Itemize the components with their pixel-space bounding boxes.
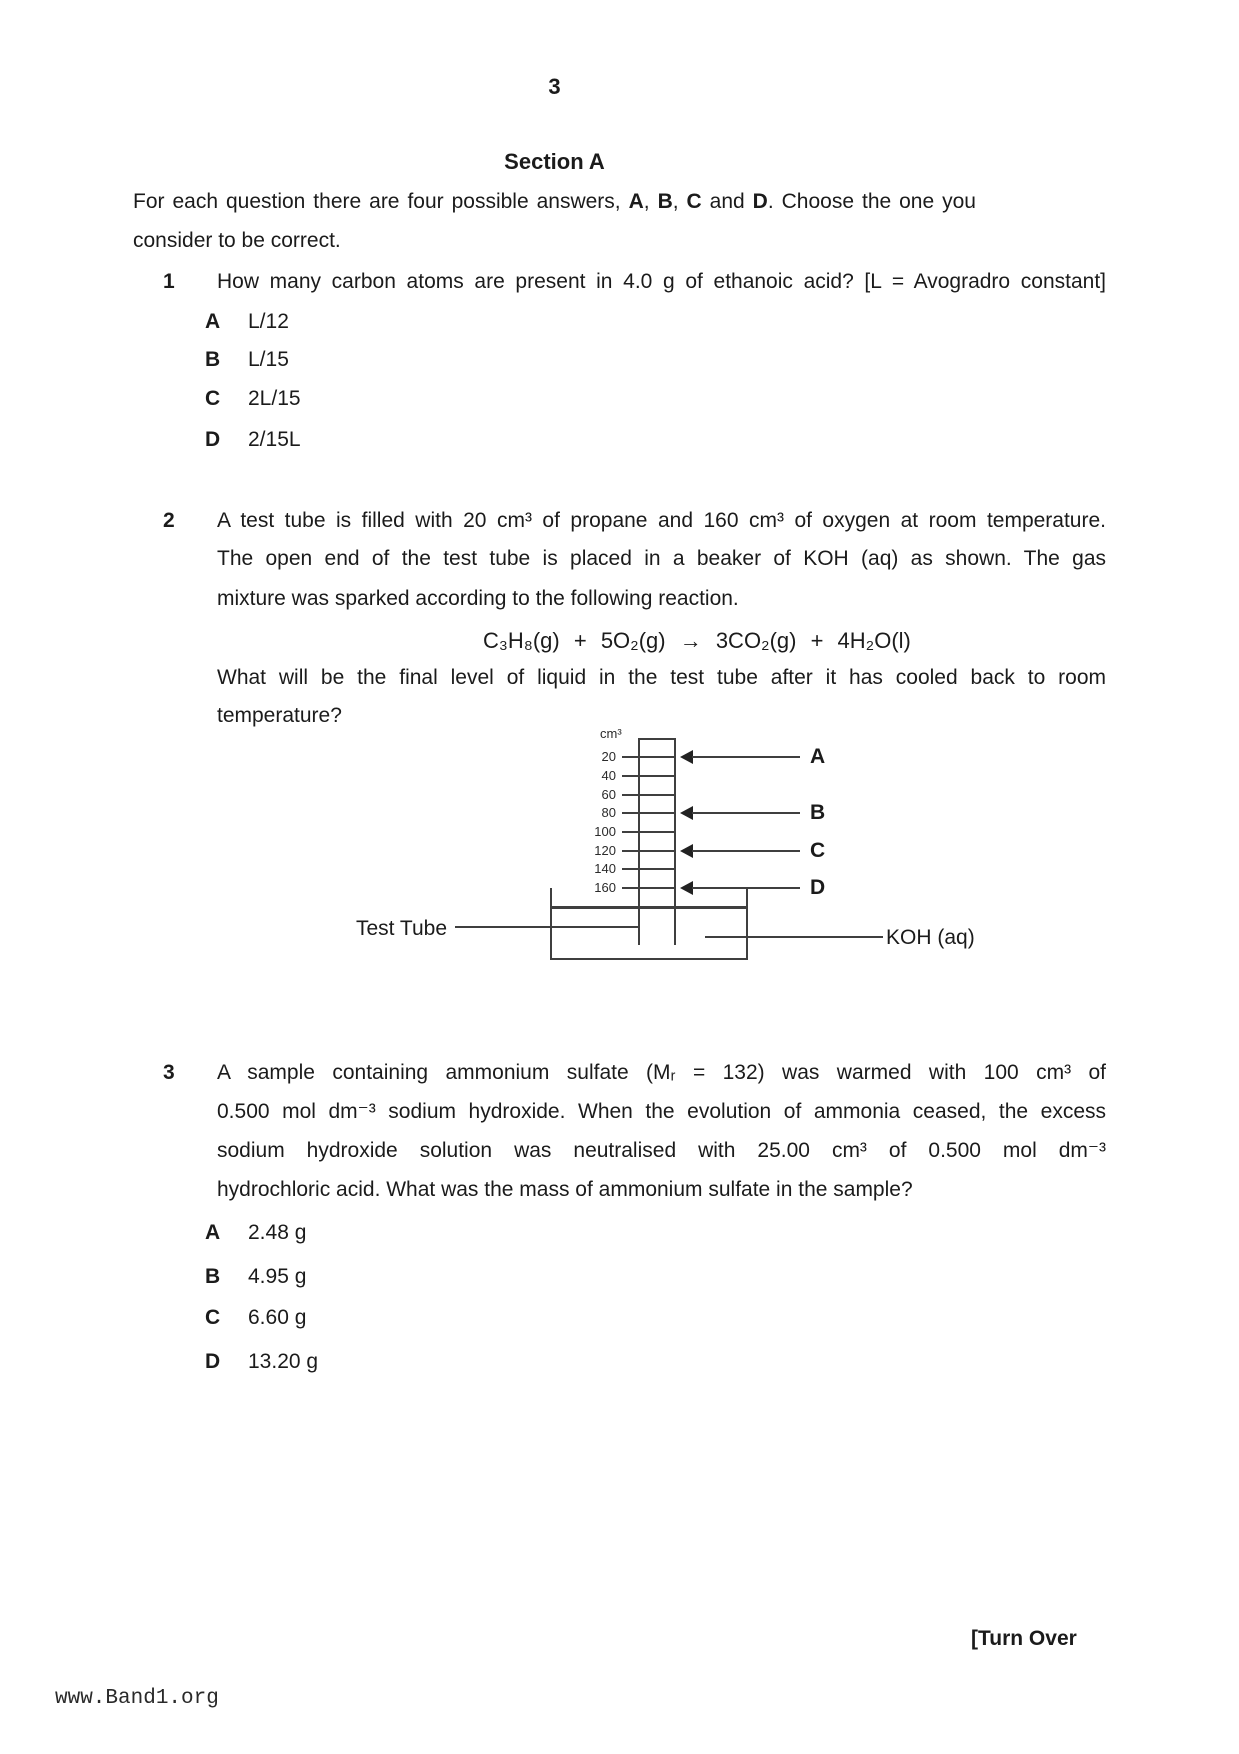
graduation-line-20 <box>622 756 676 758</box>
tick-label-80: 80 <box>601 805 616 820</box>
arrow-label-d: D <box>810 876 826 899</box>
tick-label-20: 20 <box>601 749 616 764</box>
question-2-line4: What will be the final level of liquid in the test tube after it has cooled back to room <box>217 666 1106 689</box>
arrow-label-c: C <box>810 839 826 862</box>
arrow-label-b: B <box>810 801 826 824</box>
graduation-line-140 <box>622 868 676 870</box>
instructions-line1: For each question there are four possible answers, A, B, C and D. Choose the one you <box>133 190 976 213</box>
koh-label: KOH (aq) <box>886 926 975 949</box>
test-tube-leader-line <box>455 926 639 928</box>
question-3-line4: hydrochloric acid. What was the mass of ammonium sulfate in the sample? <box>217 1178 913 1201</box>
koh-leader-line <box>705 936 883 938</box>
question-3-option-c: C 6.60 g <box>205 1306 307 1329</box>
diagram-unit-label: cm³ <box>600 726 622 741</box>
tick-label-160: 160 <box>594 880 616 895</box>
arrow-a-shaft <box>692 756 800 758</box>
chemical-equation: C₃H₈(g) + 5O₂(g) → 3CO₂(g) + 4H₂O(l) <box>483 628 911 653</box>
graduation-line-80 <box>622 812 676 814</box>
question-1-option-c: C 2L/15 <box>205 387 301 410</box>
tick-label-140: 140 <box>594 861 616 876</box>
question-3-option-b: B 4.95 g <box>205 1265 307 1288</box>
graduation-line-100 <box>622 831 676 833</box>
liquid-level-line <box>552 906 746 909</box>
arrow-b-shaft <box>692 812 800 814</box>
option-letter-a-bold: A <box>628 190 644 213</box>
question-1-option-b: B L/15 <box>205 348 289 371</box>
question-1-number: 1 <box>163 270 175 293</box>
page-number: 3 <box>548 74 561 99</box>
section-title: Section A <box>504 149 605 174</box>
option-letter-b-bold: B <box>657 190 673 213</box>
question-2-line1: A test tube is filled with 20 cm³ of propane and 160 cm³ of oxygen at room temperature. <box>217 509 1106 532</box>
tick-label-40: 40 <box>601 768 616 783</box>
option-letter-d-bold: D <box>752 190 768 213</box>
question-3-line1: A sample containing ammonium sulfate (Mᵣ = 132) was warmed with 100 cm³ of <box>217 1061 1106 1084</box>
question-2-number: 2 <box>163 509 175 532</box>
question-1-text: How many carbon atoms are present in 4.0 g of ethanoic acid? [L = Avogradro constant] <box>217 270 1106 293</box>
instructions-line2: consider to be correct. <box>133 229 341 252</box>
turn-over-label: [Turn Over <box>971 1627 1077 1650</box>
question-1-option-a: A L/12 <box>205 310 289 333</box>
graduation-line-120 <box>622 850 676 852</box>
question-3-option-a: A 2.48 g <box>205 1221 307 1244</box>
instructions-text: For each question there are four possible answers, <box>133 190 629 213</box>
question-3-option-d: D 13.20 g <box>205 1350 319 1373</box>
arrow-c-shaft <box>692 850 800 852</box>
question-1-option-d: D 2/15L <box>205 428 301 451</box>
watermark-url: www.Band1.org <box>55 1687 219 1710</box>
tick-label-60: 60 <box>601 787 616 802</box>
question-3-line3: sodium hydroxide solution was neutralised with 25.00 cm³ of 0.500 mol dm⁻³ <box>217 1139 1106 1162</box>
question-3-number: 3 <box>163 1061 175 1084</box>
option-letter-c-bold: C <box>686 190 702 213</box>
question-2-line2: The open end of the test tube is placed in a beaker of KOH (aq) as shown. The gas <box>217 547 1106 570</box>
question-2-line5: temperature? <box>217 704 342 727</box>
tick-label-120: 120 <box>594 843 616 858</box>
arrow-label-a: A <box>810 745 826 768</box>
question-2-line3: mixture was sparked according to the following reaction. <box>217 587 739 610</box>
beaker-shape <box>550 888 748 960</box>
test-tube-label: Test Tube <box>355 917 447 940</box>
graduation-line-40 <box>622 775 676 777</box>
graduation-line-60 <box>622 794 676 796</box>
tick-label-100: 100 <box>594 824 616 839</box>
question-3-line2: 0.500 mol dm⁻³ sodium hydroxide. When the evolution of ammonia ceased, the excess <box>217 1100 1106 1123</box>
